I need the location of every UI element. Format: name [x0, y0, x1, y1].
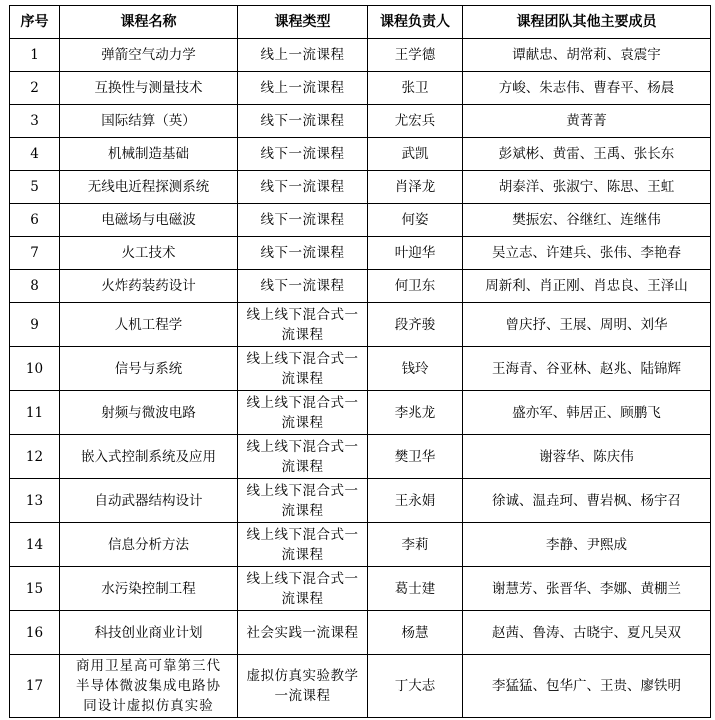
table-row [10, 567, 711, 611]
cell-course-type [238, 523, 368, 567]
cell-course-name: 信号与系统 [60, 347, 238, 391]
cell-course-lead: 李兆龙 [368, 391, 463, 435]
table-row [10, 39, 711, 72]
cell-team-members: 徐诚、温垚珂、曹岩枫、杨宇召 [463, 479, 711, 523]
cell-team-members: 曾庆抒、王展、周明、刘华 [463, 303, 711, 347]
cell-course-lead: 李莉 [368, 523, 463, 567]
course-table [9, 5, 711, 718]
cell-team-members: 樊振宏、谷继红、连继伟 [463, 204, 711, 237]
cell-index: 7 [10, 237, 60, 270]
cell-course-type [238, 391, 368, 435]
course-name-text: 商用卫星高可靠第三代半导体微波集成电路协同设计虚拟仿真实验 [76, 658, 221, 714]
cell-team-members: 李静、尹熙成 [463, 523, 711, 567]
cell-course-lead: 段齐骏 [368, 303, 463, 347]
table-row [10, 270, 711, 303]
cell-team-members: 周新利、肖正刚、肖忠良、王泽山 [463, 270, 711, 303]
cell-course-type: 线上一流课程 [238, 39, 368, 72]
table-row [10, 171, 711, 204]
cell-team-members: 赵茜、鲁涛、古晓宇、夏凡吴双 [463, 611, 711, 655]
cell-team-members: 谢蓉华、陈庆伟 [463, 435, 711, 479]
cell-course-lead: 杨慧 [368, 611, 463, 655]
cell-team-members: 盛亦军、韩居正、顾鹏飞 [463, 391, 711, 435]
cell-course-type [238, 611, 368, 655]
table-row [10, 138, 711, 171]
cell-course-type [238, 655, 368, 718]
header-index: 序号 [10, 6, 60, 39]
table-row [10, 237, 711, 270]
cell-course-name [60, 655, 238, 718]
cell-course-lead: 丁大志 [368, 655, 463, 718]
header-course-lead: 课程负责人 [368, 6, 463, 39]
cell-course-name: 火工技术 [60, 237, 238, 270]
cell-course-lead: 叶迎华 [368, 237, 463, 270]
cell-course-type: 线下一流课程 [238, 105, 368, 138]
cell-course-name: 射频与微波电路 [60, 391, 238, 435]
cell-course-name: 火炸药装药设计 [60, 270, 238, 303]
cell-index: 15 [10, 567, 60, 611]
table-header-row [10, 6, 711, 39]
cell-course-lead: 尤宏兵 [368, 105, 463, 138]
cell-course-lead: 钱玲 [368, 347, 463, 391]
table-row [10, 523, 711, 567]
header-team-members: 课程团队其他主要成员 [463, 6, 711, 39]
cell-team-members: 王海青、谷亚林、赵兆、陆锦辉 [463, 347, 711, 391]
table-row [10, 347, 711, 391]
cell-course-name: 国际结算（英） [60, 105, 238, 138]
cell-course-type: 线下一流课程 [238, 237, 368, 270]
cell-course-lead: 张卫 [368, 72, 463, 105]
cell-index: 13 [10, 479, 60, 523]
cell-course-name: 电磁场与电磁波 [60, 204, 238, 237]
table-row [10, 204, 711, 237]
cell-course-type [238, 303, 368, 347]
cell-course-lead: 肖泽龙 [368, 171, 463, 204]
course-type-text: 虚拟仿真实验教学一流课程 [246, 668, 359, 704]
cell-index: 17 [10, 655, 60, 718]
cell-index: 2 [10, 72, 60, 105]
cell-course-lead: 何姿 [368, 204, 463, 237]
cell-course-name: 人机工程学 [60, 303, 238, 347]
course-type-text: 线上线下混合式一流课程 [246, 306, 359, 343]
cell-index: 9 [10, 303, 60, 347]
table-row [10, 72, 711, 105]
course-type-text: 线上线下混合式一流课程 [246, 394, 359, 431]
cell-course-type: 线下一流课程 [238, 171, 368, 204]
cell-course-lead: 葛士建 [368, 567, 463, 611]
cell-index: 10 [10, 347, 60, 391]
cell-course-type: 线下一流课程 [238, 270, 368, 303]
cell-index: 11 [10, 391, 60, 435]
cell-course-type: 线上一流课程 [238, 72, 368, 105]
cell-team-members: 胡泰洋、张淑宁、陈思、王虹 [463, 171, 711, 204]
cell-index: 8 [10, 270, 60, 303]
cell-course-name: 无线电近程探测系统 [60, 171, 238, 204]
table-row [10, 611, 711, 655]
cell-course-name: 嵌入式控制系统及应用 [60, 435, 238, 479]
cell-course-name: 信息分析方法 [60, 523, 238, 567]
course-type-text: 线上线下混合式一流课程 [246, 526, 359, 563]
table-row [10, 105, 711, 138]
cell-course-name: 机械制造基础 [60, 138, 238, 171]
cell-team-members: 吴立志、许建兵、张伟、李艳春 [463, 237, 711, 270]
cell-course-type [238, 479, 368, 523]
cell-index: 3 [10, 105, 60, 138]
cell-index: 5 [10, 171, 60, 204]
course-type-text: 线上线下混合式一流课程 [246, 570, 359, 607]
cell-course-name: 弹箭空气动力学 [60, 39, 238, 72]
table-row [10, 391, 711, 435]
table-row [10, 435, 711, 479]
header-course-type: 课程类型 [238, 6, 368, 39]
cell-course-lead: 樊卫华 [368, 435, 463, 479]
cell-team-members: 李猛猛、包华广、王贵、廖铁明 [463, 655, 711, 718]
course-type-text: 线上线下混合式一流课程 [246, 350, 359, 387]
cell-course-lead: 王永娟 [368, 479, 463, 523]
cell-team-members: 黄菁菁 [463, 105, 711, 138]
cell-course-lead: 王学德 [368, 39, 463, 72]
cell-team-members: 彭斌彬、黄雷、王禹、张长东 [463, 138, 711, 171]
course-type-text: 社会实践一流课程 [246, 624, 359, 641]
cell-index: 1 [10, 39, 60, 72]
table-row [10, 303, 711, 347]
cell-course-type: 线下一流课程 [238, 204, 368, 237]
cell-course-type [238, 347, 368, 391]
cell-index: 16 [10, 611, 60, 655]
cell-course-type: 线下一流课程 [238, 138, 368, 171]
cell-course-name: 科技创业商业计划 [60, 611, 238, 655]
cell-course-name: 水污染控制工程 [60, 567, 238, 611]
course-type-text: 线上线下混合式一流课程 [246, 482, 359, 519]
header-course-name: 课程名称 [60, 6, 238, 39]
cell-team-members: 谢慧芳、张晋华、李娜、黄棚兰 [463, 567, 711, 611]
cell-team-members: 方峻、朱志伟、曹春平、杨晨 [463, 72, 711, 105]
cell-index: 6 [10, 204, 60, 237]
cell-course-type [238, 567, 368, 611]
cell-course-type [238, 435, 368, 479]
table-row [10, 655, 711, 718]
cell-index: 14 [10, 523, 60, 567]
course-type-text: 线上线下混合式一流课程 [246, 438, 359, 475]
cell-index: 4 [10, 138, 60, 171]
cell-team-members: 谭献忠、胡常莉、袁震宇 [463, 39, 711, 72]
cell-course-lead: 何卫东 [368, 270, 463, 303]
cell-index: 12 [10, 435, 60, 479]
table-row [10, 479, 711, 523]
cell-course-name: 自动武器结构设计 [60, 479, 238, 523]
cell-course-lead: 武凯 [368, 138, 463, 171]
cell-course-name: 互换性与测量技术 [60, 72, 238, 105]
